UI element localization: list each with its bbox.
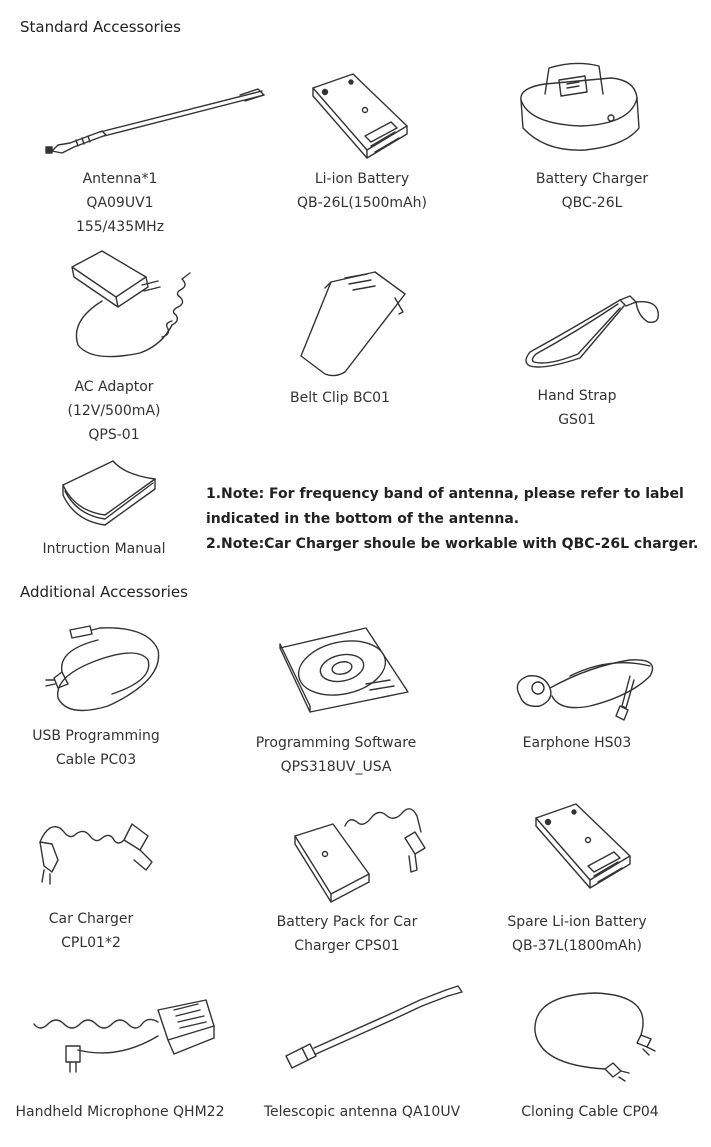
car-charger-icon — [22, 800, 162, 900]
adaptor-caption-2: (12V/500mA) — [67, 403, 161, 419]
antenna-caption-3: 155/435MHz — [75, 219, 165, 235]
note-1: 1.Note: For frequency band of antenna, please refer to label indicated in the bottom of the antenna. — [206, 486, 684, 527]
microphone-icon — [18, 990, 218, 1080]
cloning-cable-icon — [525, 985, 665, 1085]
manual-icon — [55, 455, 165, 537]
notes-block — [206, 482, 706, 557]
software-caption-1: Programming Software — [255, 735, 417, 751]
battery-pack-car-icon — [285, 790, 435, 910]
hand-strap-icon — [520, 290, 670, 380]
battery-charger-icon — [515, 58, 645, 168]
strap-caption-2: GS01 — [558, 412, 596, 428]
adaptor-caption-1: AC Adaptor — [74, 379, 154, 395]
manual-caption-1: Intruction Manual — [42, 541, 166, 557]
strap-caption-1: Hand Strap — [537, 388, 617, 404]
usb-caption-1: USB Programming — [32, 728, 160, 744]
note-2: 2.Note:Car Charger shoule be workable with QBC-26L charger. — [206, 536, 699, 552]
additional-accessories-heading: Additional Accessories — [20, 583, 188, 601]
earphone-caption-1: Earphone HS03 — [522, 735, 632, 751]
antenna-caption-2: QA09UV1 — [86, 195, 154, 211]
telescopic-caption-1: Telescopic antenna QA10UV — [263, 1104, 461, 1120]
usb-cable-icon — [38, 620, 168, 720]
battery-caption-2: QB-26L(1500mAh) — [297, 195, 427, 211]
spare-battery-caption-1: Spare Li-ion Battery — [507, 914, 647, 930]
ac-adaptor-icon — [62, 245, 202, 370]
earphone-icon — [510, 636, 670, 726]
microphone-caption-1: Handheld Microphone QHM22 — [15, 1104, 225, 1120]
usb-caption-2: Cable PC03 — [55, 752, 137, 768]
li-ion-battery-icon — [305, 70, 415, 170]
antenna-icon — [40, 85, 270, 165]
charger-caption-1: Battery Charger — [535, 171, 649, 187]
spare-battery-caption-2: QB-37L(1800mAh) — [512, 938, 642, 954]
battery-pack-caption-2: Charger CPS01 — [294, 938, 400, 954]
telescopic-antenna-icon — [280, 982, 470, 1078]
standard-accessories-heading: Standard Accessories — [20, 18, 181, 36]
antenna-caption-1: Antenna*1 — [82, 171, 158, 187]
belt-clip-icon — [295, 268, 415, 380]
car-charger-caption-1: Car Charger — [48, 911, 134, 927]
spare-battery-icon — [528, 800, 638, 900]
car-charger-caption-2: CPL01*2 — [61, 935, 121, 951]
charger-caption-2: QBC-26L — [561, 195, 623, 211]
software-caption-2: QPS318UV_USA — [280, 759, 392, 775]
cd-software-icon — [270, 620, 415, 715]
belt-clip-caption-1: Belt Clip BC01 — [290, 390, 390, 406]
adaptor-caption-3: QPS-01 — [88, 427, 140, 443]
battery-caption-1: Li-ion Battery — [314, 171, 410, 187]
battery-pack-caption-1: Battery Pack for Car — [276, 914, 418, 930]
cloning-caption-1: Cloning Cable CP04 — [521, 1104, 659, 1120]
